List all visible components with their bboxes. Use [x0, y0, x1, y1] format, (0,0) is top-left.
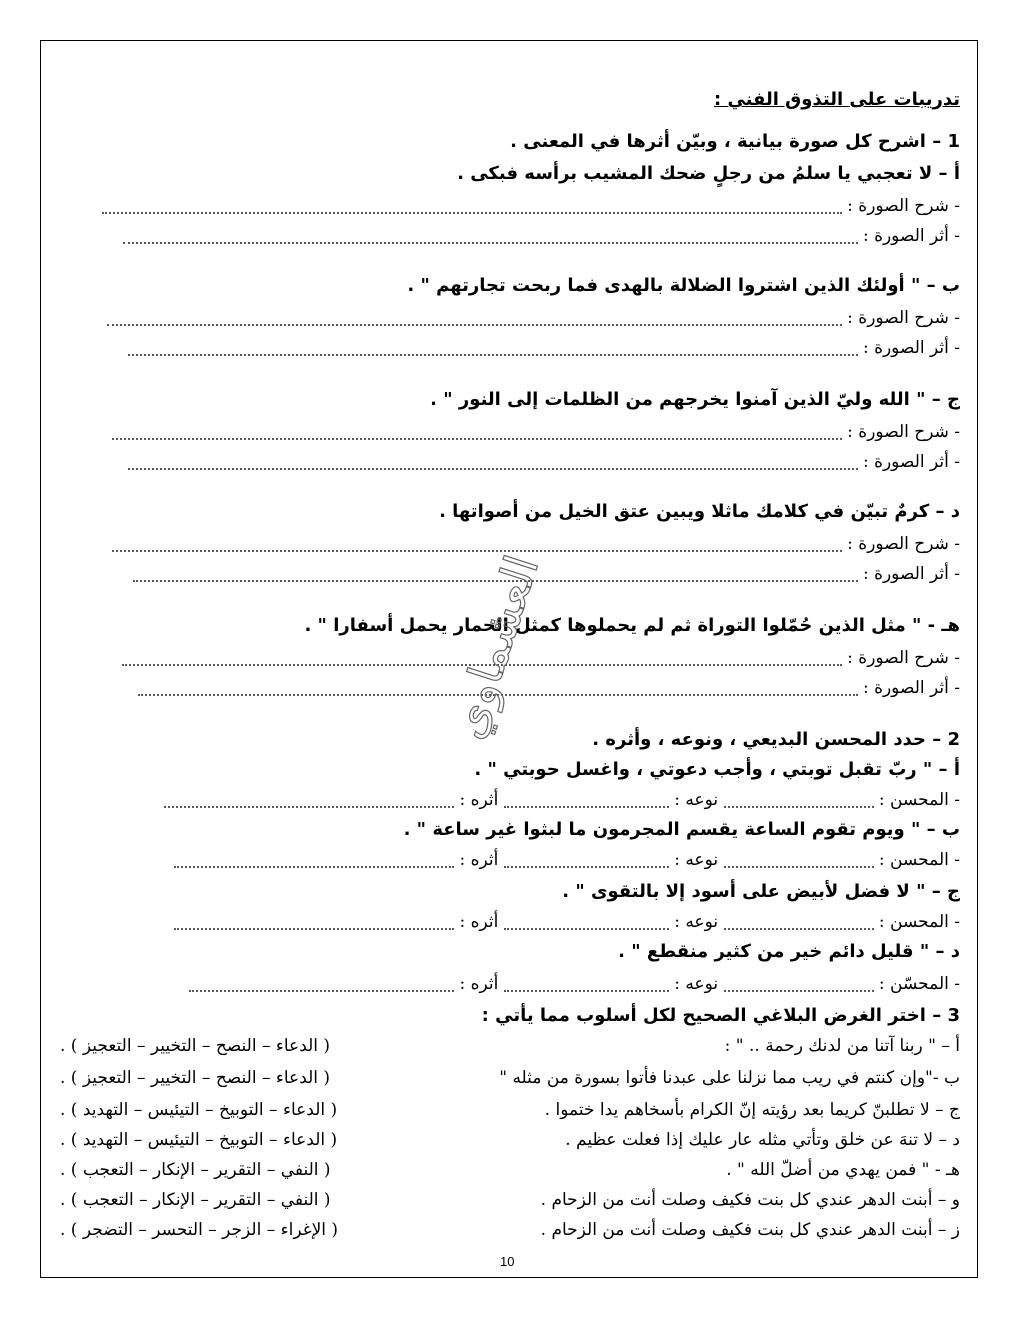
q1-d-explain-row: - شرح الصورة : [112, 532, 960, 556]
q2-d-row: - المحسّن : نوعه : أثره : [189, 972, 960, 996]
answer-line[interactable] [164, 794, 454, 808]
answer-line[interactable] [112, 426, 842, 440]
answer-line[interactable] [174, 854, 454, 868]
q1-a-explain-row: - شرح الصورة : [102, 194, 960, 218]
q1-b-explain-row: - شرح الصورة : [107, 306, 960, 330]
answer-line[interactable] [102, 200, 842, 214]
q2-item-c: ج – " لا فضل لأبيض على أسود إلا بالتقوى " . [562, 881, 960, 902]
q3-item-c-options: ( الدعاء – التوبيخ – التيئيس – التهديد ) . [60, 1100, 338, 1120]
q3-item-b-text: ب -"وإن كنتم في ريب مما نزلنا على عبدنا فأتوا بسورة من مثله " [499, 1068, 960, 1088]
q1-item-c: ج – " الله وليّ الذين آمنوا يخرجهم من الظلمات إلى النور " . [430, 389, 960, 410]
answer-line[interactable] [504, 854, 669, 868]
q2-heading: 2 – حدد المحسن البديعي ، ونوعه ، وأثره . [592, 729, 960, 750]
q2-item-d: د – " قليل دائم خير من كثير منقطع " . [618, 941, 960, 962]
q2-item-a: أ – " ربّ تقبل توبتي ، وأجب دعوتي ، واغسل حوبتي " . [474, 759, 960, 780]
answer-line[interactable] [504, 978, 669, 992]
answer-line[interactable] [504, 794, 669, 808]
q3-item-d-text: د – لا تنهَ عن خلق وتأتي مثله عار عليك إذا فعلت عظيم . [565, 1130, 960, 1150]
q1-b-effect-row: - أثر الصورة : [128, 336, 960, 360]
q3-item-a-options: ( الدعاء – النصح – التخيير – التعجيز ) . [60, 1036, 331, 1056]
watermark: العشماوي [439, 548, 550, 746]
q1-item-d: د – كرمٌ تبيّن في كلامك ماثلا ويبين عتق الخيل من أصواتها . [439, 501, 960, 522]
q3-item-f-options: ( النفي – التقرير – الإنكار – التعجب ) . [60, 1190, 331, 1210]
answer-line[interactable] [123, 230, 858, 244]
q3-item-d-options: ( الدعاء – التوبيخ – التيئيس – التهديد ) . [60, 1130, 338, 1150]
q1-d-effect-row: - أثر الصورة : [133, 562, 960, 586]
q1-item-e: هـ - " مثل الذين حُمّلوا التوراة ثم لم يحملوها كمثل الحمار يحمل أسفارا " . [304, 615, 960, 636]
page-title: تدريبات على التذوق الفني : [714, 89, 960, 110]
answer-line[interactable] [724, 916, 874, 930]
q1-e-effect-row: - أثر الصورة : [138, 676, 960, 700]
q1-e-explain-row: - شرح الصورة : [122, 646, 960, 670]
answer-line[interactable] [128, 342, 858, 356]
answer-line[interactable] [724, 794, 874, 808]
answer-line[interactable] [724, 978, 874, 992]
answer-line[interactable] [504, 916, 669, 930]
q1-heading: 1 – اشرح كل صورة بيانية ، وبيّن أثرها في المعنى . [510, 131, 960, 152]
q3-item-g-options: ( الإغراء – الزجر – التحسر – التضجر ) . [60, 1220, 339, 1240]
answer-line[interactable] [174, 916, 454, 930]
answer-line[interactable] [128, 456, 858, 470]
q1-item-a: أ – لا تعجبي يا سلمُ من رجلٍ ضحك المشيب برأسه فبكى . [457, 163, 960, 184]
q3-item-c-text: ج – لا تطلبنّ كريما بعد رؤيته إنّ الكرام بأسخاهم يدا ختموا . [544, 1100, 960, 1120]
q3-item-e-text: هـ - " فمن يهدي من أضلّ الله " . [726, 1160, 960, 1180]
q3-item-e-options: ( النفي – التقرير – الإنكار – التعجب ) . [60, 1160, 331, 1180]
q1-c-effect-row: - أثر الصورة : [128, 450, 960, 474]
answer-line[interactable] [189, 978, 454, 992]
page-number: 10 [500, 1254, 515, 1269]
answer-line[interactable] [112, 538, 842, 552]
q1-a-effect-row: - أثر الصورة : [123, 224, 960, 248]
q2-c-row: - المحسن : نوعه : أثره : [174, 910, 960, 934]
q3-item-g-text: ز – أبنت الدهر عندي كل بنت فكيف وصلت أنت من الزحام . [540, 1220, 960, 1240]
q3-item-f-text: و – أبنت الدهر عندي كل بنت فكيف وصلت أنت من الزحام . [540, 1190, 960, 1210]
q2-b-row: - المحسن : نوعه : أثره : [174, 848, 960, 872]
q3-heading: 3 – اختر الغرض البلاغي الصحيح لكل أسلوب مما يأتي : [481, 1005, 960, 1026]
q1-item-b: ب – " أولئك الذين اشتروا الضلالة بالهدى فما ربحت تجارتهم " . [407, 275, 960, 296]
answer-line[interactable] [107, 312, 842, 326]
q1-c-explain-row: - شرح الصورة : [112, 420, 960, 444]
q2-a-row: - المحسن : نوعه : أثره : [164, 788, 960, 812]
q3-item-a-text: أ – " ربنا آتنا من لدنك رحمة .. " : [724, 1036, 960, 1056]
q3-item-b-options: ( الدعاء – النصح – التخيير – التعجيز ) . [60, 1068, 331, 1088]
q2-item-b: ب – " ويوم تقوم الساعة يقسم المجرمون ما لبثوا غير ساعة " . [403, 819, 960, 840]
answer-line[interactable] [724, 854, 874, 868]
